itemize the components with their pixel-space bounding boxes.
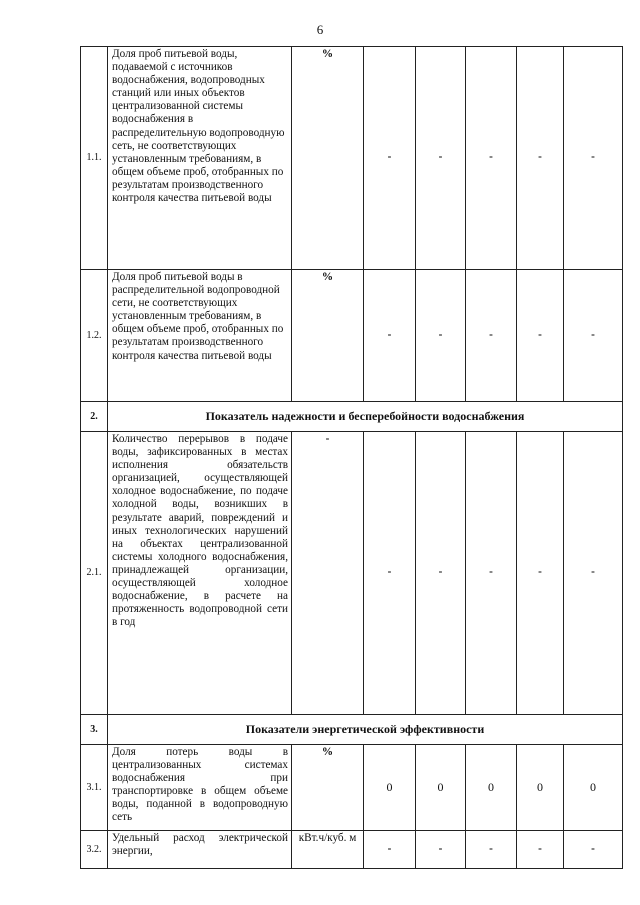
unit-cell: % [292,745,364,831]
table-row [81,432,623,715]
row-number: 3.1. [81,745,108,831]
table-row [81,745,623,831]
value-cell: - [517,432,564,715]
indicator-description: Удельный расход электрической энергии, [108,831,292,869]
indicator-description: Доля проб питьевой воды в распределительной водопроводной сети, не соответствующих установленным требованиям, в общем объеме проб, отобранных по результатам производственного контроля качества питьевой воды [108,270,292,402]
row-number: 3.2. [81,831,108,869]
value-cell: - [466,831,517,869]
page-number: 6 [316,22,324,37]
value-cell: - [466,270,517,402]
value-cell: - [564,270,623,402]
indicator-description: Доля потерь воды в централизованных системах водоснабжения при транспортировке в общем объеме воды, поданной в водопроводную сеть [108,745,292,831]
section-row [81,402,623,432]
indicators-table [80,46,623,869]
value-cell: - [466,432,517,715]
section-number: 3. [81,715,108,745]
row-number: 1.2. [81,270,108,402]
row-number: 2.1. [81,432,108,715]
unit-cell: - [292,432,364,715]
value-cell: 0 [416,745,466,831]
value-cell: - [416,432,466,715]
section-number: 2. [81,402,108,432]
section-row [81,715,623,745]
indicator-description: Количество перерывов в подаче воды, зафиксированных в местах исполнения обязательств организацией, осуществляющей холодное водоснабжение, по подаче холодной воды, возникших в результате аварий, повреждений и иных технологических нарушений на объектах централизованной системы холодного водоснабжения, принадлежащей организации, осуществляющей холодное водоснабжение, в расчете на протяженность водопроводной сети в год [108,432,292,715]
value-cell: - [364,47,416,270]
value-cell: - [416,47,466,270]
value-cell: - [416,270,466,402]
value-cell: - [416,831,466,869]
value-cell: - [466,47,517,270]
indicator-description: Доля проб питьевой воды, подаваемой с источников водоснабжения, водопроводных станций или иных объектов централизованной системы водоснабжения в распределительную водопроводную сеть, не соответствующих установленным требованиям, в общем объеме проб, отобранных по результатам производственного контроля качества питьевой воды [108,47,292,270]
value-cell: - [517,270,564,402]
row-number: 1.1. [81,47,108,270]
unit-cell: % [292,47,364,270]
table-row [81,831,623,869]
value-cell: - [564,831,623,869]
value-cell: - [364,831,416,869]
value-cell: 0 [466,745,517,831]
unit-cell: кВт.ч/куб. м [292,831,364,869]
value-cell: - [564,432,623,715]
value-cell: 0 [364,745,416,831]
value-cell: 0 [564,745,623,831]
value-cell: 0 [517,745,564,831]
section-title: Показатель надежности и бесперебойности водоснабжения [108,402,623,432]
value-cell: - [564,47,623,270]
value-cell: - [364,270,416,402]
section-title: Показатели энергетической эффективности [108,715,623,745]
table-row [81,47,623,270]
unit-cell: % [292,270,364,402]
value-cell: - [364,432,416,715]
value-cell: - [517,831,564,869]
table-row [81,270,623,402]
value-cell: - [517,47,564,270]
